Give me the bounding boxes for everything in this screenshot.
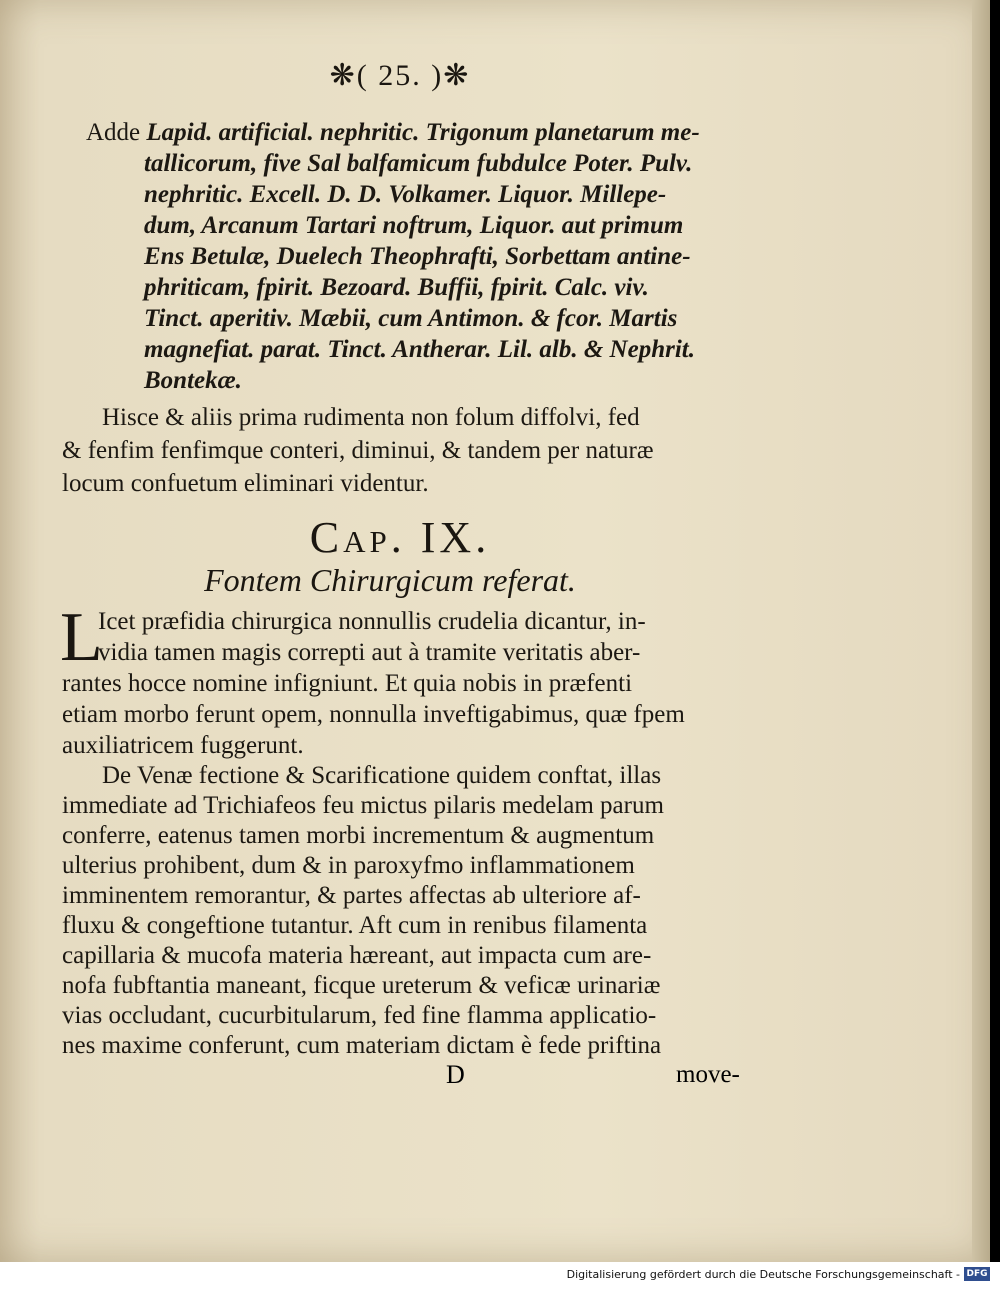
chapter-title: Cap. IX. <box>309 513 491 562</box>
footer-credit: Digitalisierung gefördert durch die Deutsche Forschungsgemeinschaft - <box>566 1268 960 1281</box>
text-line: fluxu & congeftione tutantur. Aft cum in renibus filamenta <box>62 912 648 939</box>
text-line: nes maxime conferunt, cum materiam dictam è fede priftina <box>62 1032 662 1059</box>
dfg-logo-icon[interactable]: DFG <box>964 1267 990 1281</box>
remedies-text: Lapid. artificial. nephritic. Trigonum planetarum me- <box>146 119 700 146</box>
text-line: immediate ad Trichiafeos feu mictus pilaris medelam parum <box>62 792 664 819</box>
remedies-line: dum, Arcanum Tartari noftrum, Liquor. aut primum <box>144 212 684 239</box>
page-header: ❋( 25. )❋ <box>329 59 471 92</box>
text-line: imminentem remorantur, & partes affectas ab ulteriore af- <box>62 882 641 909</box>
remedies-line: nephritic. Excell. D. D. Volkamer. Liquor. Millepe- <box>144 181 667 208</box>
text-line: vias occludant, cucurbitularum, fed fine flamma applicatio- <box>62 1002 657 1029</box>
remedies-line: Bontekæ. <box>144 367 242 394</box>
text-line: ulterius prohibent, dum & in paroxyfmo inflammationem <box>62 852 635 879</box>
text-line: rantes hocce nomine infigniunt. Et quia nobis in præfenti <box>62 670 633 697</box>
remedies-line <box>86 118 752 148</box>
adde-word: Adde <box>86 119 147 146</box>
signature-mark: D <box>446 1060 465 1089</box>
text-line: conferre, eatenus tamen morbi incrementum & augmentum <box>62 822 655 849</box>
text-line: & fenfim fenfimque conteri, diminui, & tandem per naturæ <box>62 437 654 464</box>
chapter-subtitle: Fontem Chirurgicum referat. <box>204 562 576 598</box>
text-line: auxiliatricem fuggerunt. <box>62 732 304 759</box>
text-line: nofa fubftantia maneant, ficque ureterum & veficæ urinariæ <box>62 972 661 999</box>
remedies-line: Ens Betulæ, Duelech Theophrafti, Sorbettam antine- <box>144 243 691 270</box>
footer-bar <box>0 1262 1000 1289</box>
page-edge <box>972 0 990 1262</box>
remedies-line: Tinct. aperitiv. Mæbii, cum Antimon. & fcor. Martis <box>144 305 678 332</box>
text-line: capillaria & mucofa materia hæreant, aut impacta cum are- <box>62 942 652 969</box>
text-line: De Venæ fectione & Scarificatione quidem conftat, illas <box>102 762 662 789</box>
text-line: etiam morbo ferunt opem, nonnulla inveftigabimus, quæ fpem <box>62 701 685 728</box>
remedies-line: tallicorum, five Sal balfamicum fubdulce Poter. Pulv. <box>144 150 693 177</box>
catchword: move- <box>676 1061 740 1088</box>
remedies-line: magnefiat. parat. Tinct. Antherar. Lil. alb. & Nephrit. <box>144 336 695 363</box>
text-line: locum confuetum eliminari videntur. <box>62 470 429 497</box>
text-line: Icet præfidia chirurgica nonnullis crudelia dicantur, in- <box>98 608 646 635</box>
text-line: vidia tamen magis correpti aut à tramite veritatis aber- <box>98 639 641 666</box>
remedies-line: phriticam, fpirit. Bezoard. Buffii, fpirit. Calc. viv. <box>144 274 649 301</box>
drop-capital: L <box>60 599 103 676</box>
text-line: Hisce & aliis prima rudimenta non folum diffolvi, fed <box>102 404 640 431</box>
